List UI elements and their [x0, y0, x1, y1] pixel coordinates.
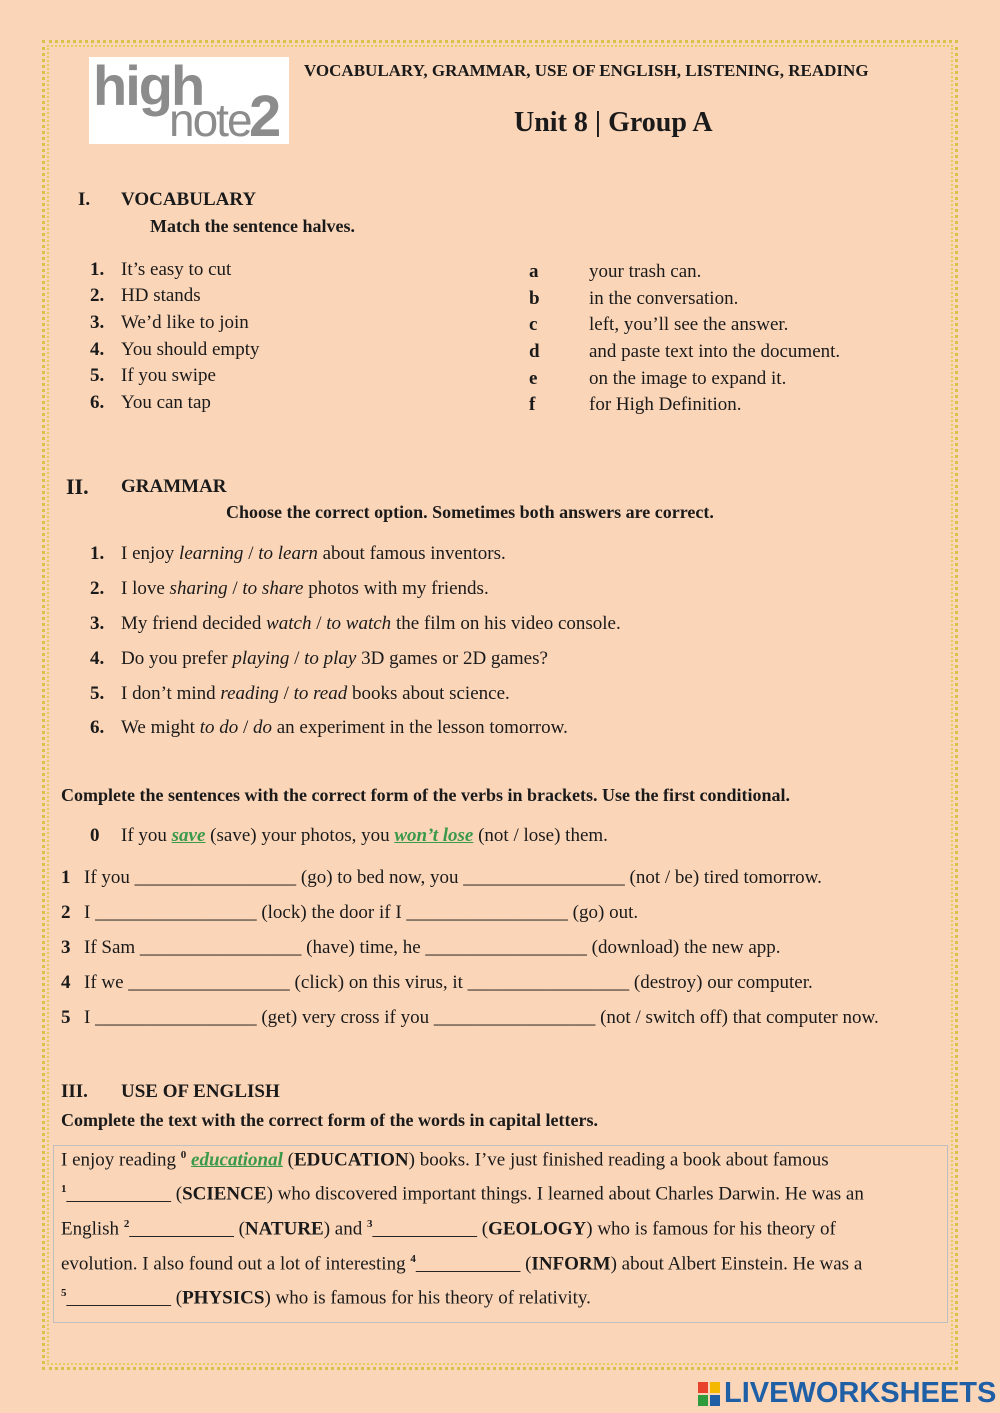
- sentence-end: books about science.: [347, 683, 510, 704]
- option-2[interactable]: to read: [293, 683, 348, 704]
- passage-text: ) books. I’ve just finished reading a book about famous: [408, 1149, 829, 1171]
- passage-text: (: [282, 1149, 294, 1171]
- option-separator: /: [311, 613, 327, 634]
- option-1[interactable]: learning: [179, 543, 244, 564]
- gap-number: 2: [123, 1218, 130, 1230]
- sentence-part: (not / lose) them.: [473, 825, 608, 846]
- section-1-title: VOCABULARY: [121, 189, 257, 210]
- item-text[interactable]: If Sam _________________ (have) time, he _________________ (download) the new app.: [84, 937, 781, 958]
- list-item[interactable]: [61, 972, 813, 994]
- section-2-number: II.: [66, 474, 89, 499]
- item-number: 6.: [90, 392, 105, 413]
- logo-number: 2: [249, 84, 282, 149]
- passage-text: English: [61, 1218, 124, 1240]
- item-number: 6.: [90, 717, 105, 738]
- item-text[interactable]: I _________________ (get) very cross if you _________________ (not / switch off) that computer now.: [84, 1007, 879, 1028]
- item-letter: a: [529, 261, 539, 282]
- passage-text: evolution. I also found out a lot of interesting: [61, 1253, 411, 1275]
- sentence-end: an experiment in the lesson tomorrow.: [272, 717, 568, 738]
- list-item: [529, 368, 787, 390]
- answer-gap[interactable]: ___________ (: [415, 1253, 532, 1275]
- list-item: [90, 259, 232, 281]
- list-item: [529, 261, 702, 283]
- passage-line: [61, 1218, 836, 1240]
- item-sentence: [121, 613, 621, 635]
- sentence-start: We might: [121, 717, 200, 738]
- sentence-end: photos with my friends.: [303, 578, 489, 599]
- item-number: 4.: [90, 648, 105, 669]
- passage-text: ) who discovered important things. I learned about Charles Darwin. He was an: [266, 1183, 864, 1205]
- item-text[interactable]: I _________________ (lock) the door if I _________________ (go) out.: [84, 902, 639, 923]
- liveworksheets-brand[interactable]: LIVEWORKSHEETS: [724, 1377, 997, 1409]
- logo-note-text: note: [169, 94, 251, 146]
- list-item: [529, 288, 739, 310]
- item-text: It’s easy to cut: [121, 259, 232, 280]
- item-text: HD stands: [121, 285, 201, 306]
- list-item[interactable]: [61, 1007, 879, 1029]
- example-answer: won’t lose: [394, 825, 474, 846]
- list-item: [90, 312, 249, 334]
- gap-number: 4: [410, 1253, 416, 1265]
- item-text: on the image to expand it.: [589, 368, 787, 389]
- item-text: your trash can.: [589, 261, 702, 282]
- section-3-number: III.: [61, 1081, 88, 1102]
- sentence-start: My friend decided: [121, 613, 267, 634]
- item-sentence: [121, 683, 510, 705]
- item-number: 1.: [90, 543, 105, 564]
- passage-text: ) about Albert Einstein. He was a: [610, 1253, 863, 1275]
- item-text: and paste text into the document.: [589, 341, 841, 362]
- item-number: 5.: [90, 683, 105, 704]
- sentence-start: I enjoy: [121, 543, 180, 564]
- item-letter: e: [529, 368, 538, 389]
- option-1[interactable]: reading: [220, 683, 279, 704]
- passage-line: [61, 1287, 591, 1309]
- option-separator: /: [227, 578, 243, 599]
- sentence-part: (save) your photos, you: [205, 825, 395, 846]
- item-sentence: [121, 543, 506, 565]
- section-1-number: I.: [78, 189, 91, 210]
- sentence-start: I don’t mind: [121, 683, 221, 704]
- sentence-end: 3D games or 2D games?: [356, 648, 548, 669]
- header-subtitle: VOCABULARY, GRAMMAR, USE OF ENGLISH, LISTENING, READING: [304, 61, 869, 80]
- section-3-title: USE OF ENGLISH: [121, 1081, 280, 1102]
- option-separator: /: [278, 683, 294, 704]
- item-text: in the conversation.: [589, 288, 739, 309]
- list-item: [90, 683, 510, 705]
- item-letter: b: [529, 288, 540, 309]
- list-item[interactable]: [61, 937, 781, 959]
- list-item: [90, 613, 621, 635]
- keyword: PHYSICS: [182, 1287, 265, 1309]
- high-note-logo: [89, 54, 289, 149]
- unit-title: Unit 8 | Group A: [514, 107, 713, 138]
- option-separator: /: [289, 648, 305, 669]
- list-item: [529, 394, 742, 416]
- list-item: [90, 543, 506, 565]
- keyword: EDUCATION: [293, 1149, 409, 1171]
- option-1[interactable]: sharing: [169, 578, 228, 599]
- answer-gap[interactable]: ___________ (: [66, 1287, 183, 1309]
- item-text: If you swipe: [121, 365, 216, 386]
- item-text: You can tap: [121, 392, 211, 413]
- item-number: 2: [61, 902, 71, 923]
- gap-number: 0: [180, 1149, 187, 1161]
- item-sentence: [121, 578, 489, 600]
- answer-gap[interactable]: ___________ (: [372, 1218, 489, 1240]
- grammar-instruction: Choose the correct option. Sometimes both answers are correct.: [226, 502, 714, 522]
- example-answer: educational: [191, 1149, 283, 1171]
- passage-line: [61, 1183, 864, 1205]
- item-number: 5: [61, 1007, 71, 1028]
- item-text: left, you’ll see the answer.: [589, 314, 789, 335]
- use-of-english-instruction: Complete the text with the correct form of the words in capital letters.: [61, 1110, 599, 1130]
- list-item[interactable]: [61, 867, 822, 889]
- sentence-part: If you: [121, 825, 172, 846]
- passage-text: ) who is famous for his theory of relativity.: [264, 1287, 591, 1309]
- option-2[interactable]: to share: [242, 578, 304, 599]
- item-number: 0: [90, 825, 100, 846]
- keyword: INFORM: [531, 1253, 611, 1275]
- sentence-start: I love: [121, 578, 170, 599]
- list-item: [529, 341, 841, 363]
- list-item: [90, 392, 211, 414]
- option-2[interactable]: do: [253, 717, 272, 738]
- gap-number: 1: [61, 1183, 67, 1195]
- option-2[interactable]: to play: [304, 648, 357, 669]
- item-text: We’d like to join: [121, 312, 249, 333]
- option-2[interactable]: to learn: [258, 543, 318, 564]
- sentence-end: the film on his video console.: [391, 613, 621, 634]
- option-1[interactable]: to do: [199, 717, 239, 738]
- item-sentence: [121, 717, 568, 739]
- item-number: 2.: [90, 578, 105, 599]
- option-separator: /: [243, 543, 259, 564]
- item-number: 4.: [90, 339, 105, 360]
- list-item[interactable]: [61, 902, 639, 924]
- passage-line: [61, 1149, 829, 1171]
- item-letter: c: [529, 314, 538, 335]
- item-text: for High Definition.: [589, 394, 742, 415]
- item-text[interactable]: If you _________________ (go) to bed now, you _________________ (not / be) tired tomorrow.: [84, 867, 822, 888]
- passage-text: ) and: [323, 1218, 367, 1240]
- list-item: [90, 717, 568, 739]
- example-answer: save: [171, 825, 206, 846]
- list-item: [90, 578, 489, 600]
- item-text[interactable]: If we _________________ (click) on this virus, it _________________ (destroy) our computer.: [84, 972, 813, 993]
- option-2[interactable]: to watch: [326, 613, 392, 634]
- item-number: 3: [61, 937, 71, 958]
- gap-number: 3: [366, 1218, 373, 1230]
- keyword: NATURE: [244, 1218, 324, 1240]
- logo-high-text: high: [93, 54, 204, 117]
- keyword: SCIENCE: [182, 1183, 267, 1205]
- option-1[interactable]: playing: [232, 648, 290, 669]
- answer-gap[interactable]: ___________ (: [66, 1183, 183, 1205]
- item-number: 1.: [90, 259, 105, 280]
- sentence-start: Do you prefer: [121, 648, 233, 669]
- list-item: [90, 285, 201, 307]
- section-2-title: GRAMMAR: [121, 476, 227, 497]
- item-letter: d: [529, 341, 540, 362]
- liveworksheets-icon: [698, 1382, 720, 1406]
- gap-number: 5: [61, 1287, 67, 1299]
- item-number: 4: [61, 972, 71, 993]
- sentence-end: about famous inventors.: [317, 543, 506, 564]
- passage-text: I enjoy reading: [61, 1149, 181, 1171]
- example-sentence: [121, 825, 608, 847]
- passage-line: [61, 1253, 862, 1275]
- item-sentence: [121, 648, 548, 670]
- option-separator: /: [238, 717, 253, 738]
- list-item: [90, 648, 548, 670]
- item-number: 3.: [90, 312, 105, 333]
- conditional-instruction: Complete the sentences with the correct form of the verbs in brackets. Use the first conditional.: [61, 785, 791, 805]
- item-number: 2.: [90, 285, 105, 306]
- keyword: GEOLOGY: [488, 1218, 587, 1240]
- item-number: 5.: [90, 365, 105, 386]
- item-number: 3.: [90, 613, 105, 634]
- option-1[interactable]: watch: [266, 613, 312, 634]
- passage-text: ) who is famous for his theory of: [586, 1218, 836, 1240]
- list-item: [90, 339, 260, 361]
- vocabulary-instruction: Match the sentence halves.: [150, 216, 355, 236]
- item-letter: f: [529, 394, 536, 415]
- conditional-example: [90, 825, 608, 847]
- answer-gap[interactable]: ___________ (: [129, 1218, 245, 1240]
- item-text: You should empty: [121, 339, 260, 360]
- list-item: [90, 365, 216, 387]
- item-number: 1: [61, 867, 71, 888]
- list-item: [529, 314, 789, 336]
